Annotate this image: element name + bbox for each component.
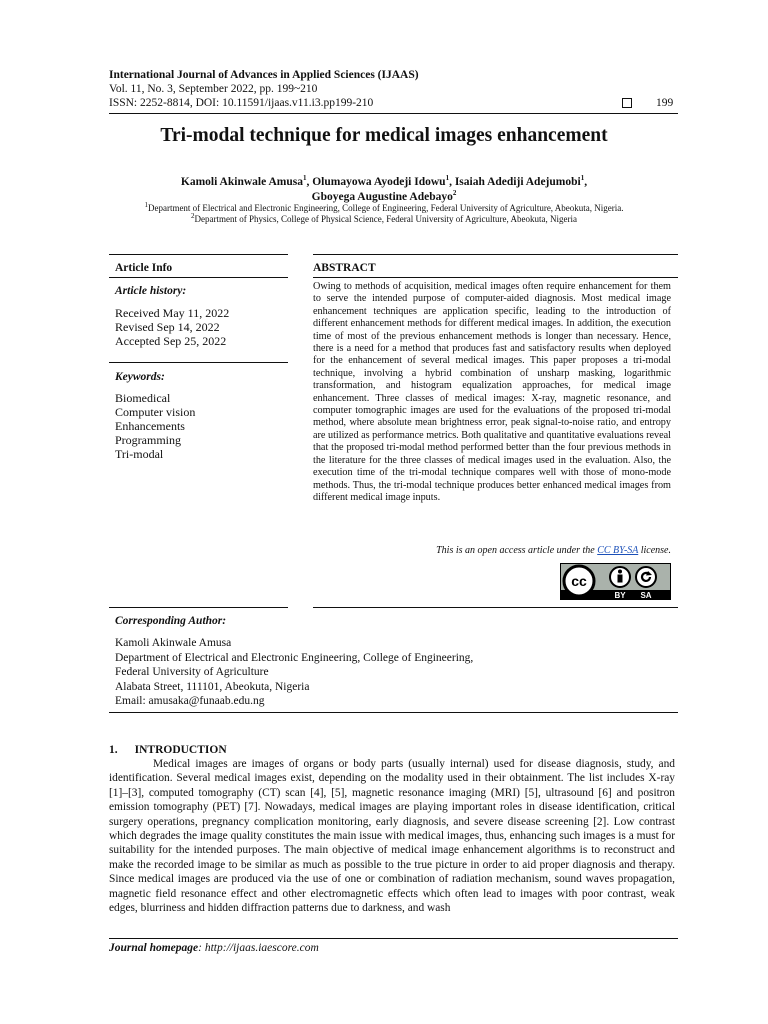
intro-body bbox=[109, 757, 675, 915]
abstract-body bbox=[313, 281, 671, 504]
revised-date: Revised Sep 14, 2022 bbox=[115, 320, 220, 334]
square-icon bbox=[622, 98, 632, 108]
accepted-date: Accepted Sep 25, 2022 bbox=[115, 334, 227, 348]
abstract-subrule bbox=[313, 277, 678, 278]
keyword: Biomedical bbox=[115, 391, 171, 405]
keyword: Tri-modal bbox=[115, 447, 164, 461]
author-name: Isaiah Adediji Adejumobi bbox=[454, 176, 581, 188]
header-rule bbox=[109, 113, 678, 114]
abstract-heading: ABSTRACT bbox=[313, 262, 376, 274]
cc-text: cc bbox=[571, 573, 587, 589]
footer-label: Journal homepage bbox=[109, 942, 199, 954]
cc-by-sa-link[interactable]: CC BY-SA bbox=[597, 545, 639, 556]
history-heading: Article history: bbox=[115, 285, 187, 297]
article-info-rule bbox=[109, 254, 288, 255]
corr-right-rule bbox=[313, 607, 678, 608]
journal-volume: Vol. 11, No. 3, September 2022, pp. 199~210 bbox=[109, 83, 318, 95]
author-sup: 2 bbox=[452, 189, 457, 198]
license-line bbox=[313, 545, 671, 556]
corr-address: Alabata Street, 111101, Abeokuta, Nigeria bbox=[115, 680, 310, 693]
footer-rule bbox=[109, 938, 678, 939]
license-suffix: license. bbox=[638, 545, 671, 556]
by-text: BY bbox=[614, 591, 626, 600]
license-prefix: This is an open access article under the bbox=[436, 545, 598, 556]
keyword: Computer vision bbox=[115, 405, 196, 419]
author-name: Olumayowa Ayodeji Idowu bbox=[312, 176, 446, 188]
keywords-heading: Keywords: bbox=[115, 371, 165, 383]
author-name: Gboyega Augustine Adebayo bbox=[311, 191, 453, 203]
intro-heading bbox=[109, 744, 227, 756]
sa-text: SA bbox=[640, 591, 652, 600]
intro-paragraph: Medical images are images of organs or body parts (usually internal) used for disease diagnosis, study, and identification. Several medical images exist, depending on the modality used in their obtainment. The list includes X-ray [1]–[3], computed tomography (CT) scan [4], [5], magnetic resonance imaging (MRI) [5], ultrasound [6] and positron emission tomography (PET) [7]. Nowadays, medical images are playing important roles in disease identification, critical surgery operations, pregnancy complication monitoring, early diagnosis, and severe disease screening [2]. Low contrast which degrades the image quality constitutes the main issue with medical images, thus, enhancing such images is a must for suitability for the intended purposes. The main objective of medical image enhancement algorithms is to reconstruct and make the recorded image to be similar as much as possible to the true picture in order to aid proper diagnosis and therapy. Since medical images are produced via the use of one or combination of radiation mechanism, sound waves propagation, magnetic field resonance effect and other electromagnetic effects which often lead to images with poor contrast, weak edges, blurriness and hidden diffraction patterns due to darkness, and wash bbox=[109, 758, 675, 915]
corr-email: Email: amusaka@funaab.edu.ng bbox=[115, 695, 265, 707]
keyword: Enhancements bbox=[115, 419, 185, 433]
author-sup: 1 bbox=[302, 174, 307, 183]
paper-title: Tri-modal technique for medical images enhancement bbox=[160, 125, 608, 146]
history-list bbox=[115, 306, 229, 348]
corr-bottom-rule bbox=[109, 712, 678, 713]
affiliation-text: Department of Electrical and Electronic Engineering, College of Engineering, Federal University of Agriculture, Abeokuta, Nigeria. bbox=[147, 203, 624, 213]
corr-name: Kamoli Akinwale Amusa bbox=[115, 637, 232, 649]
abstract-rule bbox=[313, 254, 678, 255]
abstract-text: Owing to methods of acquisition, medical images often require enhancement for them to serve the intended purpose of computer-aided diagnosis. Most medical image enhancement techniques are application specific, leading to the introduction of different enhancement methods for different medical images. In addition, the execution time of most of the previous enhancement methods is longer than necessary. Hence, there is a need for a method that produces fast and satisfactory results when deployed for the enhancement of several medical images. This paper proposes a tri-modal technique, involving a hybrid combination of unsharp masking, logarithmic transformation, and histogram equalization approaches, for medical image enhancement. Three classes of medical images: X-ray, magnetic resonance, and computer tomographic images are used for the evaluations of the proposed tri-modal method, where absolute mean brightness error, peak signal-to-noise ratio, and entropy are utilized as performance metrics. Both qualitative and quantitative evaluations reveal that the proposed tri-modal method performed better than the four previous methods in the literature for the three classes of medical images used in the evaluation. Also, the execution time of the tri-modal technique compares well with those of mono-mode methods. Thus, the tri-modal technique produces better enhanced medical images from different medical image inputs. bbox=[313, 281, 671, 503]
corresponding-block bbox=[115, 636, 473, 709]
author-list: Kamoli Akinwale Amusa$^1$, Olumayowa Ayodeji Idowu$^1$, Isaiah Adediji Adejumobi$^1$, Gboyega Augustine Adebayo$^2$ bbox=[180, 174, 588, 203]
affiliation-sup: 2 bbox=[191, 212, 195, 220]
footer-url[interactable]: : http://ijaas.iaescore.com bbox=[198, 942, 319, 954]
author-sup: 1 bbox=[445, 174, 450, 183]
footer bbox=[109, 942, 319, 954]
journal-issn: ISSN: 2252-8814, DOI: 10.11591/ijaas.v11.i3.pp199-210 bbox=[109, 97, 374, 109]
keyword: Programming bbox=[115, 433, 181, 447]
page-number: 199 bbox=[656, 97, 674, 109]
article-info-subrule bbox=[109, 277, 288, 278]
journal-name: International Journal of Advances in Applied Sciences (IJAAS) bbox=[109, 69, 419, 81]
corr-dept: Department of Electrical and Electronic Engineering, College of Engineering, bbox=[115, 651, 474, 664]
section-title: INTRODUCTION bbox=[134, 744, 227, 756]
section-number: 1. bbox=[109, 744, 118, 756]
author-sup: 1 bbox=[580, 174, 585, 183]
corr-left-rule bbox=[109, 607, 288, 608]
received-date: Received May 11, 2022 bbox=[115, 306, 230, 320]
corresponding-heading: Corresponding Author: bbox=[115, 615, 227, 627]
keyword-list bbox=[115, 391, 195, 461]
cc-by-sa-badge-icon[interactable] bbox=[560, 563, 671, 600]
affiliation-sup: 1 bbox=[144, 201, 148, 209]
affiliation-text: Department of Physics, College of Physical Science, Federal University of Agriculture, Abeokuta, Nigeria bbox=[194, 214, 577, 224]
article-info-heading: Article Info bbox=[115, 262, 173, 274]
affiliations bbox=[0, 203, 768, 225]
author-name: Kamoli Akinwale Amusa bbox=[180, 176, 303, 188]
corr-univ: Federal University of Agriculture bbox=[115, 666, 269, 678]
history-rule bbox=[109, 362, 288, 363]
